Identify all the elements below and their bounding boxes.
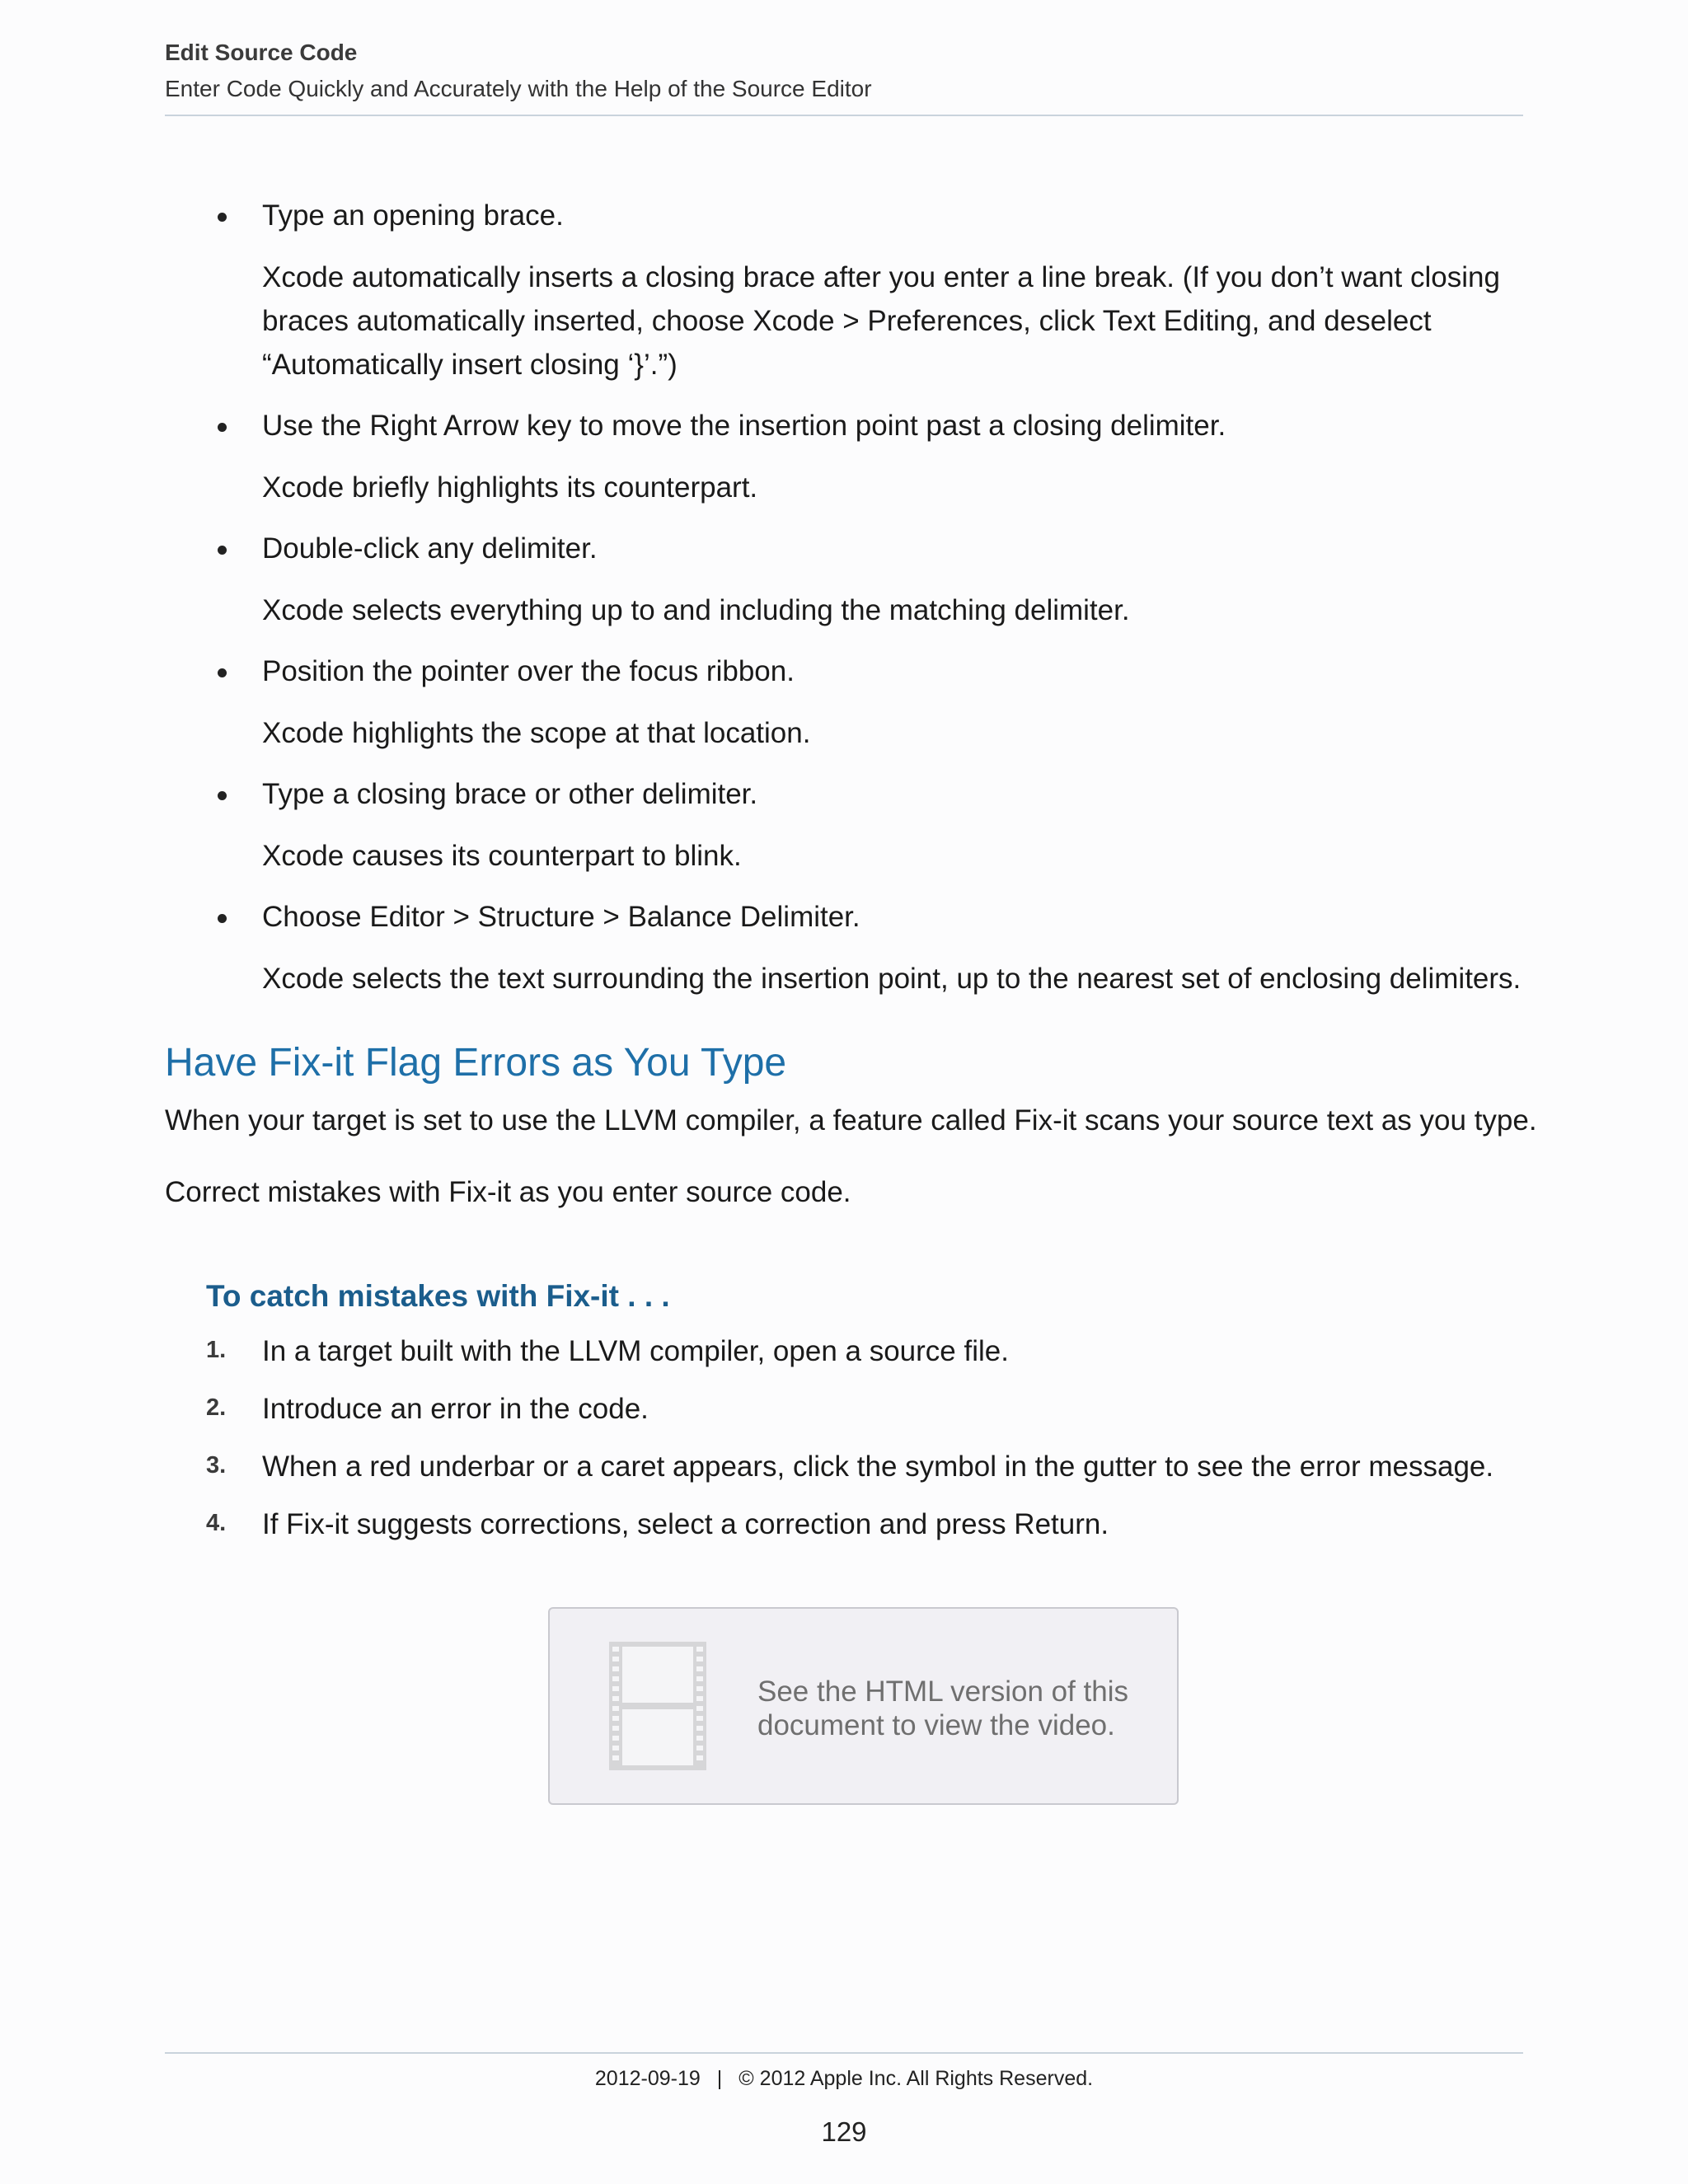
step-text: Introduce an error in the code. xyxy=(262,1393,649,1425)
footer xyxy=(0,2067,1688,2091)
list-item xyxy=(165,1508,1533,1566)
footer-date: 2012-09-19 xyxy=(594,2067,701,2090)
bullet-lead: Type an opening brace. xyxy=(262,199,564,232)
list-item xyxy=(165,1393,1533,1451)
list-item xyxy=(165,776,1533,878)
bullet-desc: Xcode selects everything up to and including the matching delimiter. xyxy=(262,594,1130,626)
bullet-dot-icon xyxy=(218,791,227,800)
bullet-dot-icon xyxy=(218,668,227,677)
bullet-desc: Xcode highlights the scope at that location. xyxy=(262,717,811,749)
footer-copyright: © 2012 Apple Inc. All Rights Reserved. xyxy=(738,2067,1094,2090)
bullet-desc: Xcode selects the text surrounding the insertion point, up to the nearest set of enclosing delimiters. xyxy=(262,963,1522,995)
bullet-lead: Use the Right Arrow key to move the insertion point past a closing delimiter. xyxy=(262,410,1226,442)
step-number: 1. xyxy=(206,1337,227,1363)
list-item xyxy=(165,899,1533,1001)
bullet-desc: Xcode causes its counterpart to blink. xyxy=(262,840,742,872)
bullet-lead: Double-click any delimiter. xyxy=(262,532,598,565)
step-text: When a red underbar or a caret appears, click the symbol in the gutter to see the error message. xyxy=(262,1451,1494,1483)
header-divider xyxy=(165,115,1523,116)
step-number: 2. xyxy=(206,1394,227,1421)
step-number: 3. xyxy=(206,1452,227,1479)
video-placeholder[interactable] xyxy=(548,1607,1179,1805)
film-icon xyxy=(609,1642,706,1770)
header-chapter: Edit Source Code xyxy=(165,40,358,65)
step-list xyxy=(165,1335,1533,1566)
bullet-dot-icon xyxy=(218,213,227,222)
section-summary: Correct mistakes with Fix-it as you enter source code. xyxy=(165,1176,851,1208)
footer-divider xyxy=(165,2052,1523,2054)
bullet-list xyxy=(165,198,1533,1022)
list-item xyxy=(165,654,1533,755)
bullet-dot-icon xyxy=(218,914,227,923)
list-item xyxy=(165,1451,1533,1508)
bullet-dot-icon xyxy=(218,546,227,555)
video-message: See the HTML version of this document to view the video. xyxy=(757,1675,1129,1741)
section-intro: When your target is set to use the LLVM compiler, a feature called Fix-it scans your source text as you type. xyxy=(165,1104,1537,1137)
bullet-desc: Xcode automatically inserts a closing brace after you enter a line break. (If you don’t want closing braces automatically inserted, choose Xcode > Preferences, click Text Editing, and deselect “Automatically insert closing ‘}’.”) xyxy=(262,261,1500,381)
bullet-lead: Choose Editor > Structure > Balance Delimiter. xyxy=(262,901,860,933)
step-number: 4. xyxy=(206,1510,227,1536)
bullet-desc: Xcode briefly highlights its counterpart. xyxy=(262,471,758,504)
list-item xyxy=(165,198,1533,387)
bullet-lead: Position the pointer over the focus ribbon. xyxy=(262,655,795,687)
list-item xyxy=(165,531,1533,632)
page-number: 129 xyxy=(821,2116,867,2147)
list-item xyxy=(165,408,1533,509)
step-text: If Fix-it suggests corrections, select a correction and press Return. xyxy=(262,1508,1109,1540)
task-heading: To catch mistakes with Fix-it . . . xyxy=(206,1279,670,1313)
step-text: In a target built with the LLVM compiler, open a source file. xyxy=(262,1335,1009,1367)
list-item xyxy=(165,1335,1533,1393)
header-section: Enter Code Quickly and Accurately with the Help of the Source Editor xyxy=(165,76,872,101)
bullet-dot-icon xyxy=(218,423,227,432)
footer-separator: | xyxy=(716,2067,723,2090)
section-heading: Have Fix-it Flag Errors as You Type xyxy=(165,1041,787,1085)
bullet-lead: Type a closing brace or other delimiter. xyxy=(262,778,758,810)
